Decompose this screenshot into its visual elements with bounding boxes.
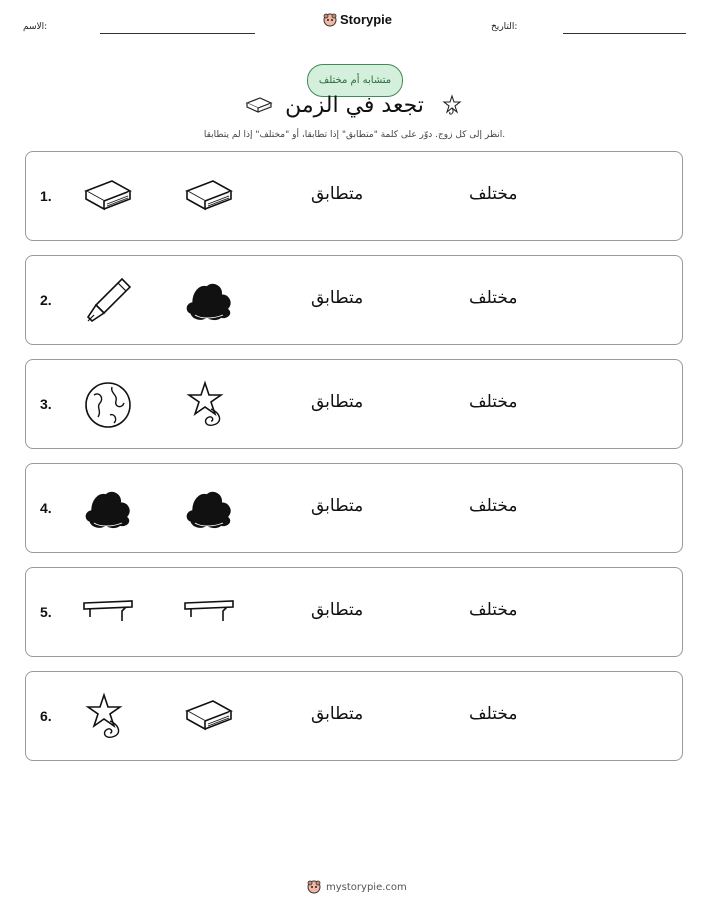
option-same[interactable]: متطابق <box>311 704 364 724</box>
mascot-icon <box>307 880 321 894</box>
row-number: 5. <box>40 604 52 620</box>
page-title: تجعد في الزمن <box>285 93 424 118</box>
book-icon <box>82 171 134 223</box>
shelf-icon <box>183 587 235 639</box>
option-same[interactable]: متطابق <box>311 600 364 620</box>
row-number: 3. <box>40 396 52 412</box>
pair-row-6 <box>25 671 683 761</box>
option-different[interactable]: مختلف <box>469 392 518 412</box>
name-line[interactable] <box>100 33 255 34</box>
option-same[interactable]: متطابق <box>311 288 364 308</box>
shooting-star-icon <box>183 379 235 431</box>
row-number: 1. <box>40 188 52 204</box>
name-label: الاسم: <box>23 22 48 32</box>
ink-blot-icon <box>183 483 235 535</box>
option-different[interactable]: مختلف <box>469 184 518 204</box>
ink-blot-icon <box>183 275 235 327</box>
shooting-star-icon <box>82 691 134 743</box>
globe-icon <box>82 379 134 431</box>
pair-row-1 <box>25 151 683 241</box>
shooting-star-icon <box>440 94 464 118</box>
ink-blot-icon <box>82 483 134 535</box>
option-different[interactable]: مختلف <box>469 704 518 724</box>
pair-row-2 <box>25 255 683 345</box>
row-number: 2. <box>40 292 52 308</box>
option-same[interactable]: متطابق <box>311 392 364 412</box>
footer <box>307 880 407 894</box>
shelf-icon <box>82 587 134 639</box>
option-different[interactable]: مختلف <box>469 496 518 516</box>
row-number: 6. <box>40 708 52 724</box>
book-icon <box>183 171 235 223</box>
option-different[interactable]: مختلف <box>469 600 518 620</box>
date-label: التاريخ: <box>491 22 518 32</box>
option-same[interactable]: متطابق <box>311 184 364 204</box>
fountain-pen-icon <box>82 275 134 327</box>
worksheet-type-badge: متشابه أم مختلف <box>307 64 403 97</box>
brand-name: Storypie <box>340 12 393 27</box>
instructions: انظر إلى كل زوج. دوّر على كلمة "متطابق" إذا تطابقا، أو "مختلف" إذا لم يتطابقا. <box>203 130 506 140</box>
pair-row-4 <box>25 463 683 553</box>
row-number: 4. <box>40 500 52 516</box>
pair-row-5 <box>25 567 683 657</box>
brand-logo <box>323 12 392 27</box>
book-icon <box>183 691 235 743</box>
option-same[interactable]: متطابق <box>311 496 364 516</box>
pair-row-3 <box>25 359 683 449</box>
footer-url[interactable]: mystorypie.com <box>326 881 407 893</box>
option-different[interactable]: مختلف <box>469 288 518 308</box>
date-line[interactable] <box>563 33 686 34</box>
mascot-icon <box>323 13 337 27</box>
